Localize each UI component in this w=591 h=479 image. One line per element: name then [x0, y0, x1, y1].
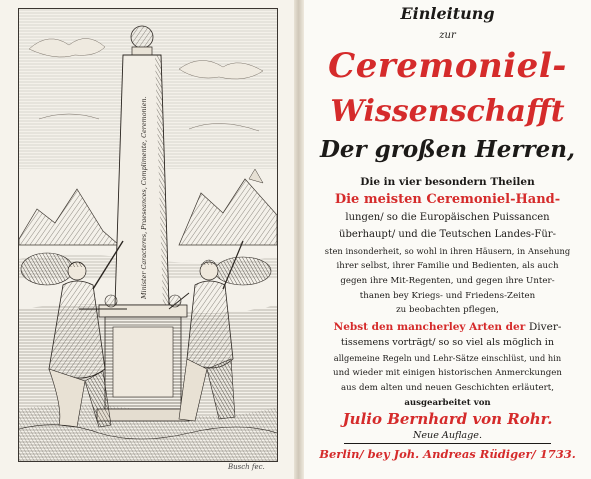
author-name: Julio Bernhard von Rohr. [342, 410, 553, 428]
title-line-geschichten: aus dem alten und neuen Geschichten erläutert, [340, 383, 555, 393]
frontispiece-engraving [19, 9, 277, 461]
title-line-lehr-saetze: allgemeine Regeln und Lehr-Sätze einschlüst, und hin [333, 353, 562, 363]
title-line-beobachten: zu beobachten pflegen, [396, 305, 499, 315]
title-line-ausgearbeitet: ausgearbeitet von [404, 398, 491, 408]
engraver-credit: Busch fec. [228, 463, 265, 471]
imprint-rule [344, 443, 551, 444]
title-line-einleitung: Einleitung [400, 4, 495, 23]
title-line-zur: zur [439, 30, 456, 41]
title-page [304, 0, 591, 479]
title-line-haeusern: sten insonderheit, so wohl in ihren Häusern, in Ansehung [324, 246, 571, 256]
title-line-divertissemens: tissemens vorträgt/ so so viel als möglich in [340, 337, 555, 348]
title-line-landes-fuersten: überhaupt/ und die Teutschen Landes-Für- [339, 229, 556, 240]
title-line-puissancen: lungen/ so die Europäischen Puissancen [345, 212, 550, 223]
title-line-anmerckungen: und wieder mit einigen historischen Anmerckungen [333, 368, 562, 378]
title-line-kriegs-friedens: thanen bey Kriegs- und Friedens-Zeiten [359, 291, 536, 301]
title-line-ceremoniel-handlungen: Die meisten Ceremoniel-Hand- [334, 192, 561, 207]
title-line-familie: ihrer selbst, ihrer Familie und Bedienten, als auch [336, 261, 559, 271]
title-line-mit-regenten: gegen ihre Mit-Regenten, und gegen ihre Unter- [340, 276, 555, 286]
title-line-der-grossen-herren: Der großen Herren, [319, 136, 576, 163]
imprint-line: Berlin/ bey Joh. Andreas Rüdiger/ 1733. [319, 447, 576, 461]
book-gutter [294, 0, 304, 479]
title-line-wissenschafft: Wissenschafft [330, 94, 565, 129]
obelisk-inscription: Minister Caracteres, Praeseances, Complimente, Ceremonien. [140, 96, 148, 299]
title-line-nebst [304, 321, 591, 333]
title-line-vier-theilen: Die in vier besondern Theilen [360, 176, 535, 188]
title-line-nebst-red: Nebst den mancherley Arten der [333, 321, 526, 333]
engraving-plate [18, 8, 278, 462]
title-line-nebst-black: Diver- [528, 321, 562, 333]
edition-note: Neue Auflage. [412, 430, 483, 441]
title-line-ceremoniel: Ceremoniel- [328, 46, 567, 86]
